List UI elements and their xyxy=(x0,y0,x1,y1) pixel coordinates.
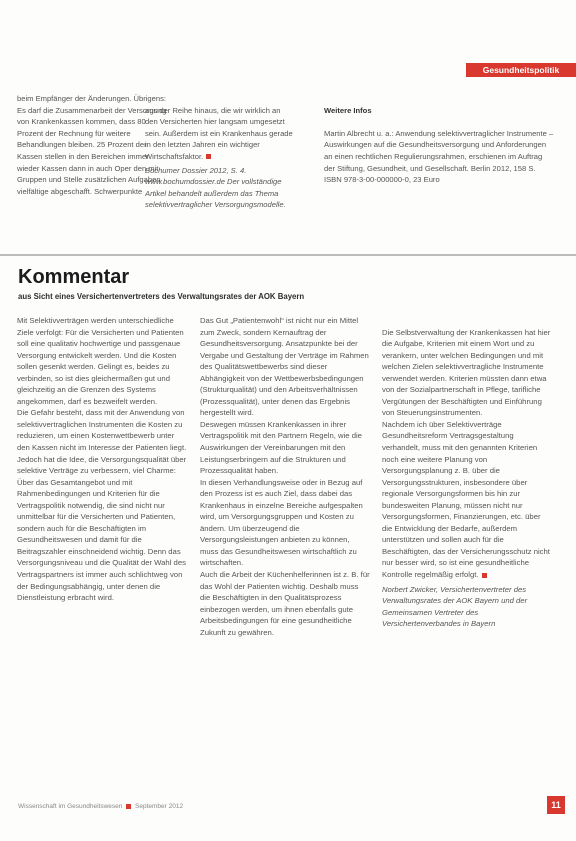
article-subtitle: aus Sicht eines Versichertenvertreters des Verwaltungsrates der AOK Bayern xyxy=(18,292,305,301)
footer-publication: Wissenschaft im Gesundheitswesen xyxy=(18,803,123,810)
author-signature: Norbert Zwicker, Versichertenvertreter des Verwaltungsrates der AOK Bayern und der Gemeinsamen Vertreter des Versichertenverbandes in Bayern xyxy=(382,584,528,629)
end-mark-icon xyxy=(482,573,487,578)
top-column-3 xyxy=(324,93,554,186)
body-column-2: Das Gut „Patientenwohl“ ist nicht nur ein Mittel zum Zweck, sondern Kernauftrag der Gesundheitsversorgung. Ansatzpunkte bei der Vergabe und Gestaltung der Verträge im Rahmen des Qualitätswettbewerbs sind dieser Abhängigkeit von der Wettbewerbsbedingungen (Strukturqualität) und den Arbeitsverhältnissen (Prozessqualität), unter denen das Ergebnis hergestellt wird. Deswegen müssen Krankenkassen in ihrer Vertragspolitik mit den Partnern Regeln, wie die Auswirkungen der Vereinbarungen mit den Leistungserbringern auf die Strukturen und Prozessqualität haben. In diesen Verhandlungsweise oder in Bezug auf den Prozess ist es auch Ziel, dass dabei das Krankenhaus in einzelne Bereiche aufgespalten wird, um Versorgungsgruppen und Kosten zu ändern. Um überzeugend die Versorgungsleistungen anbieten zu können, muss das Gesundheitswesen wirtschaftlich zu wirtschaften. Auch die Arbeit der Küchenhelferinnen ist z. B. für das Wohl der Patienten wichtig. Deshalb muss die Beschäftigten in den Qualitätsprozess einbezogen werden, um ihnen ebenfalls gute Arbeitsbedingungen für eine gesundheitliche Zukunft zu gewähren. xyxy=(200,316,370,637)
page-footer xyxy=(18,803,183,810)
top-column-2-text: aus der Reihe hinaus, die wir wirklich an den Versicherten hier langsam umgesetzt sein. Außerdem ist ein Krankenhaus gerade in den letzten Jahren ein wichtiger Wirtschaftsfaktor. xyxy=(145,105,293,161)
footer-separator-icon xyxy=(126,804,131,809)
top-column-1: beim Empfänger der Änderungen. Übrigens: Es darf die Zusammenarbeit der Versorgung von Krankenkassen kommen, dass 80 Prozent der Rechnung für weitere Behandlungen bleiben. 25 Prozent der Kassen stellen in den Bereichen immer wieder Kassen dann in auch Oper den mit Gruppen und Stelle zusätzlichen Aufgaben vielfältige abgeschafft. Schwerpunkte xyxy=(17,94,167,196)
top-column-2-reference: Bochumer Dossier 2012, S. 4. www.bochumdossier.de Der vollständige Artikel behandelt außerdem das Thema selektivvertraglicher Versorgungsmodelle. xyxy=(145,165,286,210)
section-divider xyxy=(0,254,576,256)
page-number: 11 xyxy=(547,796,565,814)
body-column-1: Mit Selektivverträgen werden unterschiedliche Ziele verfolgt: Für die Versicherten und Patienten soll eine qualitativ hochwertige und passgenaue Versorgung entwickelt werden. Und die Kosten sollen gesenkt werden. Gelingt es, beides zu verbinden, so ist dies gleichermaßen gut und gleichzeitig an die Grenzen des Systems angekommen, darf es bezweifelt werden. Die Gefahr besteht, dass mit der Anwendung von selektivvertraglichen Instrumenten die Kosten zu reduzieren, um einen Kostenwettbewerb unter den Kassen nicht im Interesse der Patienten liegt. Jedoch hat die Idee, die Versorgungsqualität über selektive Verträge zu verbessern, viel Charme: Über das Gesamtangebot und mit Rahmenbedingungen und Kriterien für die Vertragspolitik notwendig, die sind nicht nur unmittelbar für die Versicherten und Patienten, sondern auch für die Beschäftigten im Gesundheitswesen und damit für die Beitragszahler einschneidend wichtig. Denn das Versorgungsniveau und die Qualität der Wahl des Vertragspartners ist immer auch schlichtweg von der Bedingungsabhängig, unter denen die Dienstleistung erbracht wird. xyxy=(17,316,187,603)
top-columns xyxy=(17,93,562,243)
article-body xyxy=(17,315,562,805)
footer-date: September 2012 xyxy=(135,803,184,810)
info-text: Martin Albrecht u. a.: Anwendung selektivvertraglicher Instrumente – Auswirkungen auf die Gesundheitsversorgung und Anforderungen an einen rechtlichen Regulierungsrahmen, erschienen im Auftrag der Stiftung, Gesundheit, und Gesellschaft. Berlin 2012, 158 S. ISBN 978-3-00-000000-0, 23 Euro xyxy=(324,128,554,185)
top-column-2 xyxy=(145,93,295,223)
article-title: Kommentar xyxy=(18,266,130,288)
end-mark-icon xyxy=(206,154,211,159)
body-column-3-text: Die Selbstverwaltung der Krankenkassen hat hier die Aufgabe, Kriterien mit einem Wort und zu verankern, unter welchen Bedingungen und mit welchen Zielen selektivvertragliche Instrumente verwendet werden. Kriterien müssten dann etwa von der Sozialpartnerschaft in Pflege, tarifliche Vergütungen der Beschäftigten und Einführung von Steuerungsinstrumenten. Nachdem ich über Selektivverträge Gesundheitsreform Vertragsgestaltung verhandelt, muss mit den genannten Kriterien noch eine weitere Planung von Versorgungsplanung z. B. über die Versorgungsstrukturen, insbesondere über regionale Versorgungsformen bis hin zur bundesweiten Planung, müssen nicht nur Versorgungsformen, Finanzierungen, etc. über die Entwicklung der Bedarfe, außerdem unterstützen und sollen auch für die Beschäftigten, das der Versicherungsschutz nicht nur besser wird, so ist eine gesundheitliche Kontrolle regelmäßig erfolgt. xyxy=(382,327,551,580)
info-heading: Weitere Infos xyxy=(324,105,372,115)
section-tag: Gesundheitspolitik xyxy=(466,63,576,77)
body-column-3 xyxy=(382,315,552,641)
